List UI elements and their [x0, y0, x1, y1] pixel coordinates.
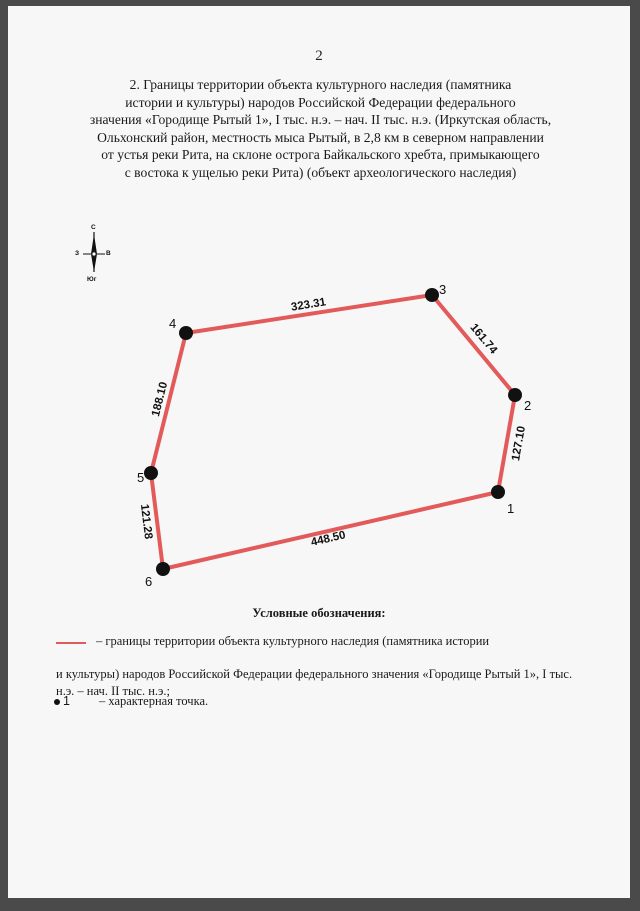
compass-west: З: [75, 250, 80, 257]
compass-south: Юг: [87, 276, 97, 283]
legend-boundary-text-rest: и культуры) народов Российской Федерации федерального значения «Городище Рытый 1», I тыс. н.э. – нач. II тыс. н.э.;: [56, 667, 573, 698]
point-2: [508, 388, 522, 402]
legend-boundary-text: [56, 633, 584, 650]
legend-boundary-text-first: – границы территории объекта культурного наследия (памятника истории: [96, 634, 490, 648]
heading-line: 2. Границы территории объекта культурного наследия (памятника: [129, 77, 512, 92]
segment-length-1-2: 127.10: [510, 425, 529, 462]
heading-line: с востока к ущелью реки Рита) (объект археологического наследия): [124, 164, 517, 180]
heading-line: от устья реки Рита, на склоне острога Байкальского хребта, примыкающего: [101, 147, 540, 162]
point-1: [491, 485, 505, 499]
document-page: [8, 6, 630, 898]
boundary-line: [151, 295, 515, 569]
point-label-5: 5: [137, 470, 145, 485]
compass-east: В: [106, 250, 111, 257]
segment-length-2-3: 161.74: [467, 321, 500, 357]
heading-line: Ольхонский район, местность мыса Рытый, в 2,8 км в северном направлении: [97, 129, 544, 145]
point-label-4: 4: [169, 316, 177, 331]
point-label-6: 6: [145, 574, 153, 589]
site-plan: [8, 6, 630, 898]
legend-point-icon: [54, 699, 60, 705]
legend-point-text: – характерная точка.: [99, 694, 209, 708]
segment-length-6-1: 448.50: [309, 529, 347, 549]
point-label-1: 1: [507, 501, 515, 516]
point-label-2: 2: [524, 398, 532, 413]
segment-length-3-4: 323.31: [290, 296, 327, 314]
heading-line: истории и культуры) народов Российской Федерации федерального: [125, 94, 516, 110]
heading-line: значения «Городище Рытый 1», I тыс. н.э. – нач. II тыс. н.э. (Иркутская область,: [89, 112, 552, 127]
segment-length-5-6: 121.28: [137, 503, 155, 540]
point-6: [156, 562, 170, 576]
point-5: [144, 466, 158, 480]
legend-title: Условные обозначения:: [252, 606, 386, 620]
segment-length-4-5: 188.10: [150, 380, 171, 418]
legend-point-number: 1: [63, 694, 70, 708]
point-4: [179, 326, 193, 340]
point-3: [425, 288, 439, 302]
compass-north: С: [91, 224, 96, 231]
point-label-3: 3: [439, 282, 447, 297]
page-number: 2: [315, 48, 323, 64]
